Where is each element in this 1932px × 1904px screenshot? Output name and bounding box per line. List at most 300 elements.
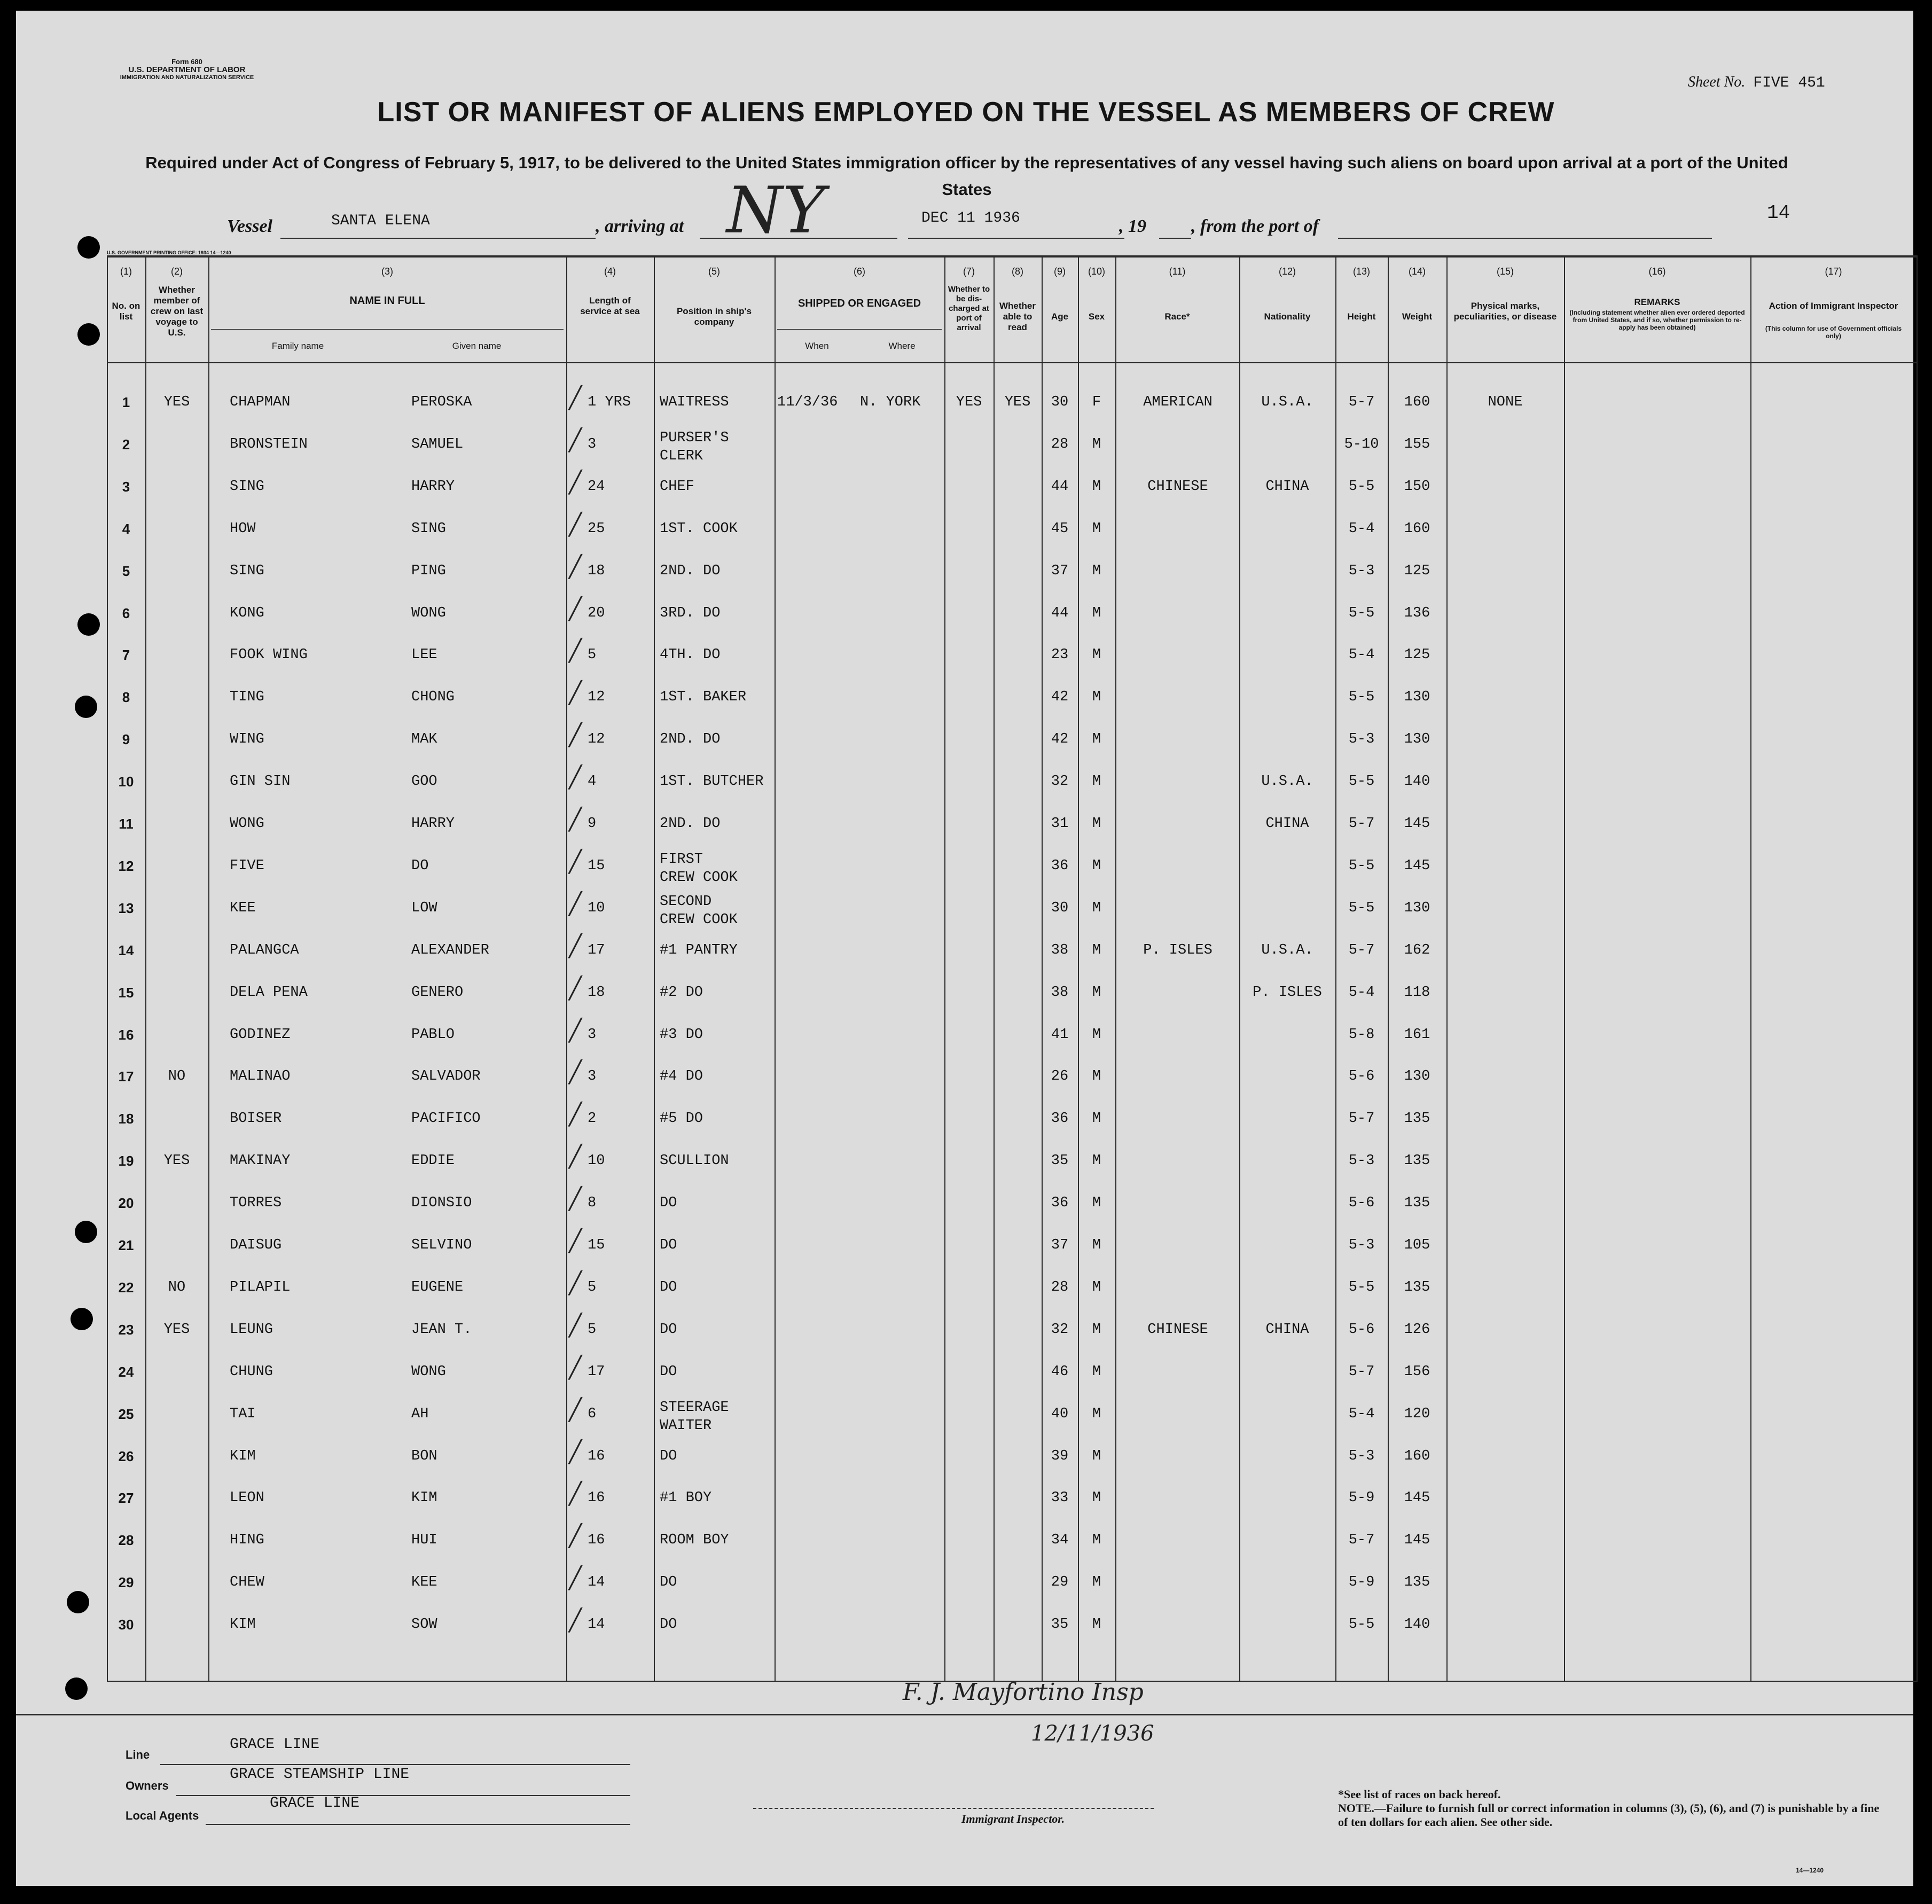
cell-no: 24 [118,1363,134,1380]
cell-service: 1 YRS [588,394,631,410]
cell-position: PURSER'S CLERK [660,430,729,464]
cell-height: 5-5 [1348,478,1375,495]
cell-service: 25 [588,520,605,537]
cell-age: 28 [1051,1279,1069,1296]
table-row [107,976,1918,1023]
check-mark-icon: ╱ [569,1313,582,1338]
col15-number: (15) [1496,266,1514,277]
cell-sex: M [1092,942,1101,958]
cell-family: GIN SIN [230,774,291,790]
cell-given: ALEXANDER [411,942,489,958]
cell-age: 30 [1051,394,1069,410]
table-row [107,1229,1918,1275]
cell-height: 5-8 [1348,1026,1375,1043]
cell-weight: 150 [1404,478,1430,495]
cell-family: WING [230,731,264,748]
cell-no: 10 [118,774,134,790]
cell-age: 38 [1051,984,1069,1001]
check-mark-icon: ╱ [569,427,582,452]
cell-crew: YES [163,1153,190,1169]
cell-family: GODINEZ [230,1026,291,1043]
cell-no: 26 [118,1448,134,1464]
cell-age: 28 [1051,436,1069,452]
check-mark-icon: ╱ [569,554,582,579]
cell-family: DELA PENA [230,984,308,1001]
cell-given: CHONG [411,689,455,706]
cell-height: 5-7 [1348,394,1375,410]
cell-weight: 130 [1404,731,1430,748]
punch-hole-icon [71,1308,93,1330]
check-mark-icon: ╱ [569,638,582,664]
cell-weight: 135 [1404,1574,1430,1591]
cell-height: 5-3 [1348,1153,1375,1169]
cell-service: 16 [588,1532,605,1549]
cell-position: 1ST. COOK [660,520,738,537]
cell-position: DO [660,1574,677,1591]
cell-weight: 105 [1404,1237,1430,1253]
cell-height: 5-4 [1348,647,1375,664]
cell-sex: M [1092,731,1101,748]
table-row [107,849,1918,896]
cell-height: 5-4 [1348,520,1375,537]
cell-weight: 140 [1404,1617,1430,1633]
table-row [107,427,1918,474]
cell-service: 5 [588,647,597,664]
cell-sex: M [1092,1363,1101,1380]
col9-number: (9) [1054,266,1066,277]
col1-header: No. on list [112,301,140,322]
check-mark-icon: ╱ [569,1187,582,1212]
races-note: *See list of races on back hereof. [1338,1788,1501,1801]
cell-family: KEE [230,900,256,916]
table-row [107,470,1918,517]
table-row [107,554,1918,601]
cell-service: 10 [588,1153,605,1169]
col2-number: (2) [171,266,183,277]
cell-crew: NO [168,1068,186,1085]
cell-read: YES [1004,394,1031,410]
cell-service: 17 [588,942,605,958]
cell-service: 16 [588,1448,605,1464]
page-mark: 14 [1767,202,1790,224]
cell-sex: M [1092,1490,1101,1507]
cell-age: 42 [1051,689,1069,706]
cell-given: SAMUEL [411,436,464,452]
cell-position: #1 BOY [660,1490,712,1507]
cell-given: KIM [411,1490,437,1507]
cell-height: 5-6 [1348,1321,1375,1338]
service-name: IMMIGRATION AND NATURALIZATION SERVICE [120,74,254,81]
cell-height: 5-3 [1348,731,1375,748]
cell-family: DAISUG [230,1237,282,1253]
punch-hole-icon [75,1221,97,1243]
cell-position: #4 DO [660,1068,703,1085]
check-mark-icon: ╱ [569,891,582,916]
cell-age: 42 [1051,731,1069,748]
cell-age: 35 [1051,1617,1069,1633]
cell-height: 5-5 [1348,900,1375,916]
cell-no: 18 [118,1111,134,1127]
cell-service: 4 [588,774,597,790]
cell-sex: M [1092,816,1101,832]
cell-sex: M [1092,563,1101,579]
cell-position: 1ST. BUTCHER [660,774,764,790]
cell-race: P. ISLES [1143,942,1213,958]
cell-weight: 136 [1404,605,1430,621]
table-row [107,681,1918,727]
cell-position: #1 PANTRY [660,942,738,958]
cell-no: 1 [122,394,130,410]
table-row [107,1270,1918,1317]
col2-header: Whether member of crew on last voyage to U.S. [150,285,204,338]
cell-no: 9 [122,731,130,748]
cell-height: 5-7 [1348,942,1375,958]
owners-label: Owners [126,1779,169,1792]
cell-position: STEERAGE WAITER [660,1399,729,1434]
cell-age: 33 [1051,1490,1069,1507]
cell-no: 15 [118,984,134,1001]
cell-no: 30 [118,1617,134,1633]
cell-height: 5-6 [1348,1195,1375,1212]
check-mark-icon: ╱ [569,723,582,748]
cell-given: KEE [411,1574,437,1591]
col14-header: Weight [1402,311,1433,322]
cell-sex: M [1092,1321,1101,1338]
cell-no: 20 [118,1195,134,1212]
cell-given: LEE [411,647,437,664]
cell-nationality: U.S.A. [1261,774,1313,790]
cell-given: HARRY [411,816,455,832]
cell-height: 5-3 [1348,563,1375,579]
cell-position: #5 DO [660,1111,703,1127]
table-row [107,1397,1918,1444]
col6b-header: Where [888,341,916,351]
table-row [107,638,1918,685]
cell-age: 44 [1051,478,1069,495]
col16-header: REMARKS [1634,297,1680,307]
table-row [107,1313,1918,1360]
cell-weight: 120 [1404,1406,1430,1422]
cell-position: #3 DO [660,1026,703,1043]
check-mark-icon: ╱ [569,1018,582,1043]
cell-age: 46 [1051,1363,1069,1380]
cell-service: 18 [588,984,605,1001]
col16-number: (16) [1648,266,1666,277]
cell-given: SING [411,520,446,537]
cell-sex: M [1092,1068,1101,1085]
cell-weight: 160 [1404,394,1430,410]
col13-number: (13) [1352,266,1370,277]
arrival-date: DEC 11 1936 [921,210,1020,227]
col4-header: Length of service at sea [580,295,640,316]
cell-service: 9 [588,816,597,832]
cell-age: 31 [1051,816,1069,832]
cell-service: 8 [588,1195,597,1212]
table-row [107,891,1918,938]
cell-given: DO [411,857,429,874]
cell-service: 14 [588,1617,605,1633]
cell-service: 15 [588,1237,605,1253]
cell-no: 27 [118,1490,134,1507]
cell-position: DO [660,1195,677,1212]
cell-given: BON [411,1448,437,1464]
cell-age: 36 [1051,1195,1069,1212]
cell-service: 17 [588,1363,605,1380]
cell-service: 12 [588,731,605,748]
col8-number: (8) [1012,266,1023,277]
inspector-signature: F. J. Mayfortino Insp [903,1679,1144,1706]
year-label: , 19 [1119,216,1146,236]
cell-sex: M [1092,689,1101,706]
cell-position: WAITRESS [660,394,729,410]
cell-marks: NONE [1488,394,1523,410]
check-mark-icon: ╱ [569,1270,582,1296]
cell-height: 5-6 [1348,1068,1375,1085]
col17-header: Action of Immigrant Inspector [1769,301,1898,311]
owners-value: GRACE STEAMSHIP LINE [230,1766,410,1783]
cell-height: 5-4 [1348,984,1375,1001]
col3b-header: Given name [452,341,502,351]
cell-sex: M [1092,1406,1101,1422]
col9-header: Age [1051,311,1069,322]
table-row [107,807,1918,854]
cell-weight: 145 [1404,1490,1430,1507]
cell-family: TING [230,689,264,706]
cell-weight: 135 [1404,1279,1430,1296]
cell-crew: NO [168,1279,186,1296]
cell-sex: M [1092,1026,1101,1043]
cell-service: 3 [588,1068,597,1085]
col11-number: (11) [1169,266,1186,277]
col12-number: (12) [1278,266,1296,277]
cell-age: 44 [1051,605,1069,621]
arrival-port-handwritten: NY [726,174,825,248]
cell-sex: M [1092,520,1101,537]
table-row [107,765,1918,811]
cell-nationality: U.S.A. [1261,394,1313,410]
cell-nationality: CHINA [1265,478,1309,495]
col6a-header: When [805,341,829,351]
cell-age: 45 [1051,520,1069,537]
gpo-line: U.S. GOVERNMENT PRINTING OFFICE: 1934 14—1240 [107,250,231,255]
col3-number: (3) [381,266,393,277]
cell-family: LEON [230,1490,264,1507]
cell-no: 13 [118,900,134,916]
cell-nationality: CHINA [1265,816,1309,832]
cell-position: 3RD. DO [660,605,721,621]
cell-height: 5-9 [1348,1490,1375,1507]
cell-age: 39 [1051,1448,1069,1464]
cell-given: SELVINO [411,1237,472,1253]
col3-header: NAME IN FULL [349,295,425,307]
cell-given: EUGENE [411,1279,464,1296]
cell-sex: F [1092,394,1101,410]
cell-service: 18 [588,563,605,579]
cell-weight: 135 [1404,1195,1430,1212]
check-mark-icon: ╱ [569,933,582,958]
cell-height: 5-5 [1348,1279,1375,1296]
cell-service: 6 [588,1406,597,1422]
cell-height: 5-5 [1348,605,1375,621]
cell-height: 5-10 [1344,436,1379,452]
signature-date: 12/11/1936 [1031,1721,1154,1746]
sheet-number-label: Sheet No. [1688,74,1746,90]
cell-sex: M [1092,1617,1101,1633]
cell-family: KIM [230,1448,256,1464]
form-identifiers [91,58,283,82]
cell-weight: 135 [1404,1153,1430,1169]
cell-sex: M [1092,647,1101,664]
cell-weight: 156 [1404,1363,1430,1380]
col11-header: Race* [1164,311,1190,322]
check-mark-icon: ╱ [569,1397,582,1422]
cell-sex: M [1092,984,1101,1001]
cell-family: CHUNG [230,1363,273,1380]
check-mark-icon: ╱ [569,976,582,1001]
col4-number: (4) [604,266,616,277]
cell-height: 5-9 [1348,1574,1375,1591]
check-mark-icon: ╱ [569,765,582,790]
check-mark-icon: ╱ [569,470,582,495]
check-mark-icon: ╱ [569,681,582,706]
cell-no: 28 [118,1532,134,1549]
cell-service: 14 [588,1574,605,1591]
cell-age: 30 [1051,900,1069,916]
cell-no: 4 [122,520,130,537]
cell-age: 37 [1051,563,1069,579]
punch-hole-icon [75,696,97,718]
footnote [1338,1788,1888,1829]
col3a-header: Family name [271,341,324,351]
col14-number: (14) [1408,266,1426,277]
check-mark-icon: ╱ [569,849,582,874]
cell-discharged: YES [956,394,982,410]
check-mark-icon: ╱ [569,1608,582,1633]
cell-no: 22 [118,1279,134,1296]
cell-sex: M [1092,1574,1101,1591]
col13-header: Height [1347,311,1376,322]
cell-age: 35 [1051,1153,1069,1169]
cell-given: GOO [411,774,437,790]
cell-given: EDDIE [411,1153,455,1169]
cell-sex: M [1092,1448,1101,1464]
cell-family: TORRES [230,1195,282,1212]
arriving-label: , arriving at [596,216,684,236]
cell-family: KONG [230,605,264,621]
cell-weight: 162 [1404,942,1430,958]
cell-given: AH [411,1406,429,1422]
page-title: LIST OR MANIFEST OF ALIENS EMPLOYED ON THE VESSEL AS MEMBERS OF CREW [377,97,1555,128]
cell-weight: 130 [1404,900,1430,916]
cell-height: 5-5 [1348,857,1375,874]
cell-service: 16 [588,1490,605,1507]
col5-header: Position in ship's company [676,306,752,327]
cell-age: 32 [1051,1321,1069,1338]
cell-age: 41 [1051,1026,1069,1043]
cell-when: 11/3/36 [777,394,838,410]
col8-header: Whether able to read [999,301,1036,332]
cell-sex: M [1092,605,1101,621]
cell-position: ROOM BOY [660,1532,729,1549]
table-row [107,1481,1918,1528]
punch-hole-icon [77,323,100,346]
cell-age: 32 [1051,774,1069,790]
table-row [107,1102,1918,1149]
cell-given: DIONSIO [411,1195,472,1212]
check-mark-icon: ╱ [569,1355,582,1380]
cell-sex: M [1092,774,1101,790]
check-mark-icon: ╱ [569,1144,582,1169]
cell-service: 2 [588,1111,597,1127]
cell-given: SALVADOR [411,1068,481,1085]
table-row [107,386,1918,432]
cell-position: DO [660,1617,677,1633]
cell-family: TAI [230,1406,256,1422]
cell-sex: M [1092,1237,1101,1253]
cell-position: DO [660,1279,677,1296]
cell-sex: M [1092,1153,1101,1169]
cell-height: 5-7 [1348,1532,1375,1549]
col10-number: (10) [1088,266,1105,277]
check-mark-icon: ╱ [569,596,582,621]
cell-family: CHAPMAN [230,394,291,410]
cell-family: SING [230,563,264,579]
cell-weight: 160 [1404,1448,1430,1464]
cell-age: 36 [1051,857,1069,874]
line-value: GRACE LINE [230,1736,320,1753]
cell-family: LEUNG [230,1321,273,1338]
cell-sex: M [1092,1532,1101,1549]
table-row [107,1355,1918,1402]
cell-given: WONG [411,1363,446,1380]
cell-age: 29 [1051,1574,1069,1591]
cell-family: HOW [230,520,256,537]
check-mark-icon: ╱ [569,1102,582,1127]
local-agents-value: GRACE LINE [270,1795,360,1812]
table-row [107,933,1918,980]
table-row [107,512,1918,559]
penalty-note: NOTE.—Failure to furnish full or correct information in columns (3), (5), (6), and (7) is punishable by a fine of ten dollars for each alien. See other side. [1338,1801,1880,1829]
cell-position: CHEF [660,478,694,495]
cell-family: FOOK WING [230,647,308,664]
cell-weight: 145 [1404,857,1430,874]
line-label: Line [126,1748,150,1761]
cell-no: 2 [122,436,130,452]
cell-height: 5-5 [1348,689,1375,706]
from-port-label: , from the port of [1191,216,1319,236]
cell-service: 5 [588,1279,597,1296]
cell-family: WONG [230,816,264,832]
page-subtitle: Required under Act of Congress of February 5, 1917, to be delivered to the United States immigration officer by the representatives of any vessel having such aliens on board upon arrival at a port of the United States [145,153,1788,199]
cell-family: MALINAO [230,1068,291,1085]
cell-service: 3 [588,1026,597,1043]
check-mark-icon: ╱ [569,512,582,537]
cell-weight: 145 [1404,1532,1430,1549]
col16-subheader: (Including statement whether alien ever ordered deported from United States, and if so, whether permission to re-apply has been obtained) [1569,309,1745,331]
table-row [107,1608,1918,1655]
cell-given: MAK [411,731,437,748]
cell-position: DO [660,1321,677,1338]
local-agents-label: Local Agents [126,1809,199,1822]
cell-weight: 130 [1404,689,1430,706]
col6-number: (6) [854,266,865,277]
cell-no: 21 [118,1237,134,1253]
cell-given: GENERO [411,984,464,1001]
cell-service: 15 [588,857,605,874]
cell-position: DO [660,1237,677,1253]
cell-position: 2ND. DO [660,731,721,748]
table-row [107,596,1918,643]
